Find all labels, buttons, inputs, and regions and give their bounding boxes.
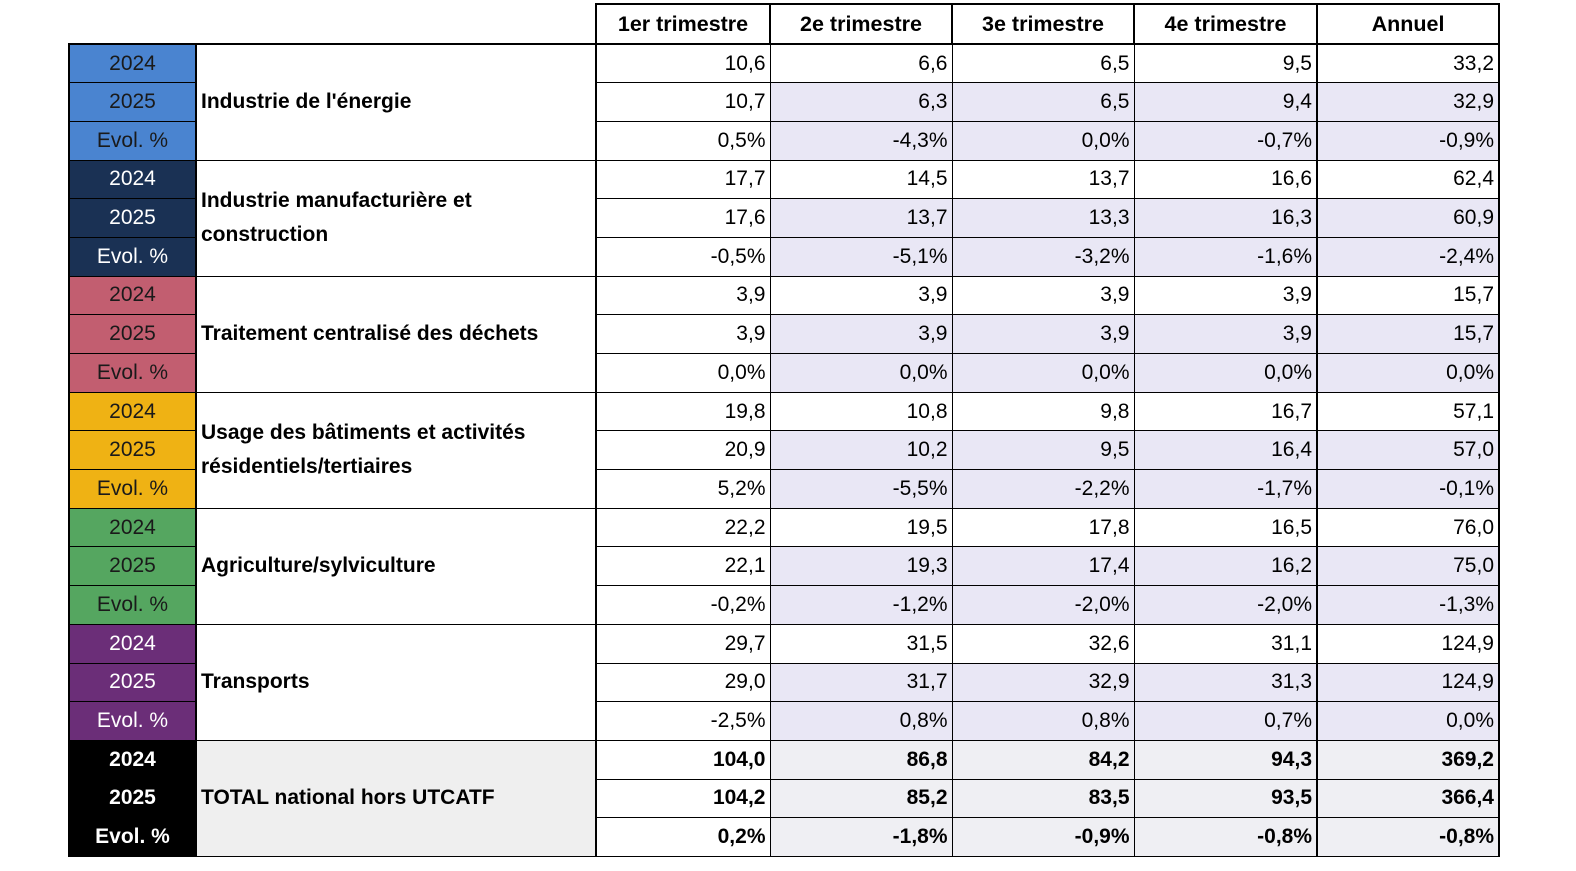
value-cell: -0,8%: [1317, 818, 1499, 857]
sector-name: Traitement centralisé des déchets: [196, 276, 596, 392]
value-cell: 93,5: [1134, 779, 1317, 818]
sector-name: Industrie de l'énergie: [196, 44, 596, 160]
value-cell: 124,9: [1317, 663, 1499, 702]
sector-name: TOTAL national hors UTCATF: [196, 740, 596, 856]
value-cell: 0,8%: [770, 702, 952, 741]
table-row: [69, 740, 1499, 779]
value-cell: 10,2: [770, 431, 952, 470]
value-cell: 3,9: [1134, 315, 1317, 354]
value-cell: 104,0: [596, 740, 770, 779]
value-cell: 10,6: [596, 44, 770, 83]
sector-name: Transports: [196, 624, 596, 740]
value-cell: 76,0: [1317, 508, 1499, 547]
value-cell: 3,9: [952, 315, 1134, 354]
value-cell: 75,0: [1317, 547, 1499, 586]
value-cell: 19,8: [596, 392, 770, 431]
value-cell: 104,2: [596, 779, 770, 818]
row-label: 2025: [69, 83, 196, 122]
value-cell: 94,3: [1134, 740, 1317, 779]
value-cell: 13,7: [770, 199, 952, 238]
header-q4: 4e trimestre: [1134, 4, 1317, 44]
value-cell: 0,5%: [596, 121, 770, 160]
value-cell: 9,8: [952, 392, 1134, 431]
value-cell: 10,7: [596, 83, 770, 122]
value-cell: 3,9: [952, 276, 1134, 315]
value-cell: 0,0%: [1317, 702, 1499, 741]
value-cell: 32,9: [952, 663, 1134, 702]
value-cell: 3,9: [596, 276, 770, 315]
value-cell: 60,9: [1317, 199, 1499, 238]
value-cell: -2,0%: [1134, 586, 1317, 625]
table-row: [69, 508, 1499, 547]
value-cell: 10,8: [770, 392, 952, 431]
value-cell: 19,3: [770, 547, 952, 586]
value-cell: 0,0%: [596, 354, 770, 393]
value-cell: 3,9: [770, 315, 952, 354]
row-label: 2025: [69, 315, 196, 354]
value-cell: 124,9: [1317, 624, 1499, 663]
row-label: Evol. %: [69, 237, 196, 276]
value-cell: 16,6: [1134, 160, 1317, 199]
value-cell: 85,2: [770, 779, 952, 818]
value-cell: -0,7%: [1134, 121, 1317, 160]
value-cell: -0,2%: [596, 586, 770, 625]
header-q2: 2e trimestre: [770, 4, 952, 44]
value-cell: -5,5%: [770, 470, 952, 509]
value-cell: -0,9%: [952, 818, 1134, 857]
value-cell: 15,7: [1317, 315, 1499, 354]
value-cell: -0,9%: [1317, 121, 1499, 160]
value-cell: -1,6%: [1134, 237, 1317, 276]
value-cell: -2,0%: [952, 586, 1134, 625]
value-cell: 29,7: [596, 624, 770, 663]
value-cell: -0,1%: [1317, 470, 1499, 509]
value-cell: 13,7: [952, 160, 1134, 199]
table-row: [69, 44, 1499, 83]
header-annual: Annuel: [1317, 4, 1499, 44]
row-label: Evol. %: [69, 586, 196, 625]
value-cell: 33,2: [1317, 44, 1499, 83]
table-row: [69, 624, 1499, 663]
value-cell: 20,9: [596, 431, 770, 470]
value-cell: -2,2%: [952, 470, 1134, 509]
value-cell: 0,0%: [1317, 354, 1499, 393]
value-cell: -4,3%: [770, 121, 952, 160]
value-cell: 0,0%: [770, 354, 952, 393]
value-cell: 15,7: [1317, 276, 1499, 315]
value-cell: 57,1: [1317, 392, 1499, 431]
row-label: 2024: [69, 44, 196, 83]
value-cell: 57,0: [1317, 431, 1499, 470]
value-cell: 0,2%: [596, 818, 770, 857]
value-cell: 16,2: [1134, 547, 1317, 586]
value-cell: 14,5: [770, 160, 952, 199]
value-cell: 0,7%: [1134, 702, 1317, 741]
row-label: 2025: [69, 431, 196, 470]
value-cell: 3,9: [596, 315, 770, 354]
value-cell: 17,4: [952, 547, 1134, 586]
value-cell: -1,7%: [1134, 470, 1317, 509]
emissions-table: [68, 3, 1500, 857]
table-row: [69, 392, 1499, 431]
sector-name: Industrie manufacturière et construction: [196, 160, 596, 276]
row-label: 2025: [69, 199, 196, 238]
sector-name: Agriculture/sylviculture: [196, 508, 596, 624]
value-cell: 17,7: [596, 160, 770, 199]
value-cell: 0,0%: [952, 121, 1134, 160]
value-cell: 29,0: [596, 663, 770, 702]
header-q3: 3e trimestre: [952, 4, 1134, 44]
value-cell: 16,4: [1134, 431, 1317, 470]
value-cell: 83,5: [952, 779, 1134, 818]
value-cell: 32,9: [1317, 83, 1499, 122]
value-cell: 13,3: [952, 199, 1134, 238]
value-cell: 9,5: [952, 431, 1134, 470]
value-cell: -1,2%: [770, 586, 952, 625]
value-cell: 0,8%: [952, 702, 1134, 741]
value-cell: 86,8: [770, 740, 952, 779]
value-cell: 17,6: [596, 199, 770, 238]
value-cell: -1,8%: [770, 818, 952, 857]
value-cell: -3,2%: [952, 237, 1134, 276]
value-cell: 32,6: [952, 624, 1134, 663]
header-q1: 1er trimestre: [596, 4, 770, 44]
value-cell: 369,2: [1317, 740, 1499, 779]
row-label: Evol. %: [69, 470, 196, 509]
value-cell: 3,9: [770, 276, 952, 315]
value-cell: 9,5: [1134, 44, 1317, 83]
value-cell: 84,2: [952, 740, 1134, 779]
value-cell: 16,7: [1134, 392, 1317, 431]
row-label: 2025: [69, 663, 196, 702]
row-label: 2024: [69, 160, 196, 199]
value-cell: 6,5: [952, 83, 1134, 122]
value-cell: 3,9: [1134, 276, 1317, 315]
value-cell: 31,1: [1134, 624, 1317, 663]
value-cell: 16,5: [1134, 508, 1317, 547]
value-cell: -0,8%: [1134, 818, 1317, 857]
value-cell: 0,0%: [952, 354, 1134, 393]
table-row: [69, 160, 1499, 199]
row-label: 2025: [69, 779, 196, 818]
row-label: 2024: [69, 740, 196, 779]
value-cell: 6,5: [952, 44, 1134, 83]
value-cell: 0,0%: [1134, 354, 1317, 393]
value-cell: -0,5%: [596, 237, 770, 276]
value-cell: 16,3: [1134, 199, 1317, 238]
value-cell: 22,2: [596, 508, 770, 547]
value-cell: 62,4: [1317, 160, 1499, 199]
value-cell: 5,2%: [596, 470, 770, 509]
row-label: Evol. %: [69, 818, 196, 857]
value-cell: 17,8: [952, 508, 1134, 547]
row-label: 2024: [69, 624, 196, 663]
value-cell: 22,1: [596, 547, 770, 586]
value-cell: 366,4: [1317, 779, 1499, 818]
value-cell: 6,3: [770, 83, 952, 122]
row-label: 2025: [69, 547, 196, 586]
row-label: 2024: [69, 508, 196, 547]
value-cell: -2,4%: [1317, 237, 1499, 276]
row-label: Evol. %: [69, 121, 196, 160]
header-row: [69, 4, 1499, 44]
row-label: Evol. %: [69, 702, 196, 741]
value-cell: 31,3: [1134, 663, 1317, 702]
row-label: Evol. %: [69, 354, 196, 393]
value-cell: 9,4: [1134, 83, 1317, 122]
table-row: [69, 276, 1499, 315]
value-cell: -1,3%: [1317, 586, 1499, 625]
value-cell: -5,1%: [770, 237, 952, 276]
row-label: 2024: [69, 392, 196, 431]
header-blank-cell: [69, 4, 596, 44]
value-cell: 31,5: [770, 624, 952, 663]
value-cell: 6,6: [770, 44, 952, 83]
value-cell: -2,5%: [596, 702, 770, 741]
row-label: 2024: [69, 276, 196, 315]
value-cell: 31,7: [770, 663, 952, 702]
value-cell: 19,5: [770, 508, 952, 547]
sector-name: Usage des bâtiments et activités résidentiels/tertiaires: [196, 392, 596, 508]
